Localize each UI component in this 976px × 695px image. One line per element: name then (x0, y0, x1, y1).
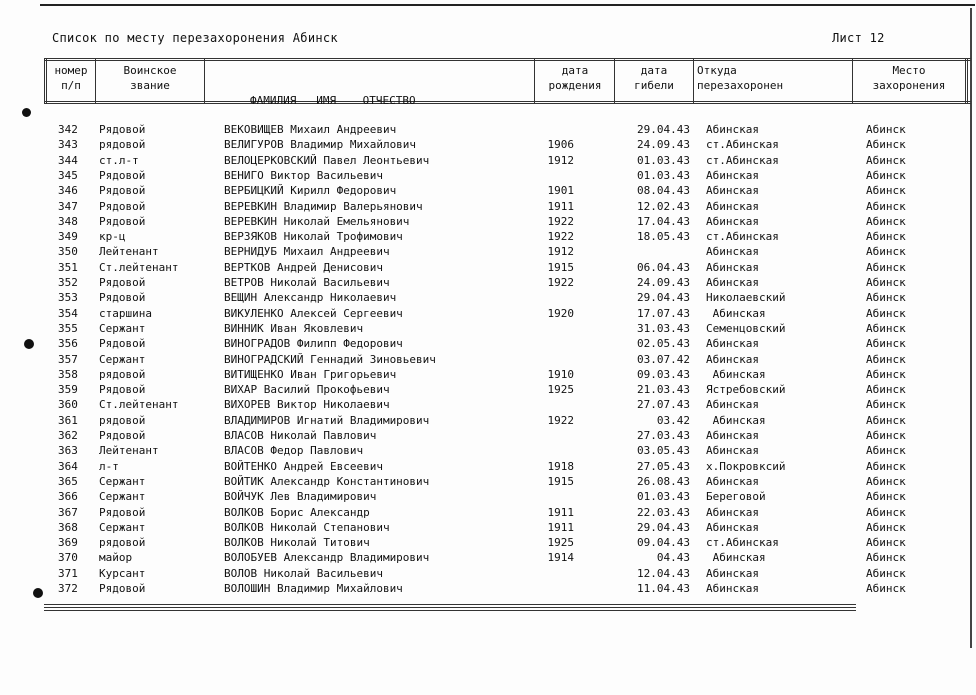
cell-from: Абинская (706, 352, 759, 366)
table-row (0, 214, 976, 229)
cell-birth: 1920 (547, 306, 574, 320)
cell-death: 09.03.43 (637, 367, 690, 381)
header-name: ФАМИЛИЯ ИМЯ ОТЧЕСТВО (250, 94, 416, 107)
cell-death: 17.04.43 (637, 214, 690, 228)
cell-place: Абинск (866, 184, 906, 198)
cell-birth: 1911 (547, 505, 574, 519)
table-row (0, 306, 976, 321)
scan-dot (33, 588, 43, 598)
cell-death: 09.04.43 (637, 536, 690, 550)
cell-birth: 1918 (547, 459, 574, 473)
cell-num: 365 (58, 474, 78, 488)
cell-rank: рядовой (99, 138, 146, 152)
cell-from: Абинская (706, 199, 759, 213)
cell-death: 11.04.43 (637, 582, 690, 595)
table-bottom-border (44, 604, 856, 608)
cell-rank: Лейтенант (99, 444, 159, 458)
cell-from: Абинская (706, 123, 759, 136)
header-place: Место захоронения (872, 64, 946, 92)
cell-num: 343 (58, 138, 78, 152)
table-row (0, 168, 976, 183)
cell-num: 357 (58, 352, 78, 366)
table-row (0, 397, 976, 412)
header-divider (204, 58, 205, 104)
cell-num: 346 (58, 184, 78, 198)
cell-place: Абинск (866, 551, 906, 565)
cell-death: 27.05.43 (637, 459, 690, 473)
cell-place: Абинск (866, 520, 906, 534)
cell-place: Абинск (866, 199, 906, 213)
header-num: номер п/п (54, 64, 88, 92)
table-row (0, 275, 976, 290)
cell-name: ВЕЛОЦЕРКОВСКИЙ Павел Леонтьевич (224, 153, 430, 167)
cell-rank: Сержант (99, 352, 146, 366)
cell-rank: Ст.лейтенант (99, 260, 179, 274)
cell-name: ВЕКОВИЩЕВ Михаил Андреевич (224, 123, 397, 136)
table-row (0, 550, 976, 565)
cell-death: 12.02.43 (637, 199, 690, 213)
header-from: Откуда перезахоронен (697, 64, 784, 92)
cell-name: ВИХОРЕВ Виктор Николаевич (224, 398, 390, 412)
cell-place: Абинск (866, 153, 906, 167)
cell-name: ВИТИЩЕНКО Иван Григорьевич (224, 367, 397, 381)
cell-place: Абинск (866, 582, 906, 595)
cell-name: ВЕНИГО Виктор Васильевич (224, 168, 383, 182)
cell-rank: Рядовой (99, 582, 146, 595)
table-row (0, 443, 976, 458)
cell-from: Абинская (706, 398, 759, 412)
cell-num: 364 (58, 459, 78, 473)
table-row (0, 183, 976, 198)
cell-from: Ястребовский (706, 383, 786, 397)
cell-name: ВЕРТКОВ Андрей Денисович (224, 260, 383, 274)
cell-death: 22.03.43 (637, 505, 690, 519)
cell-death: 24.09.43 (637, 138, 690, 152)
cell-num: 370 (58, 551, 78, 565)
cell-birth: 1922 (547, 214, 574, 228)
cell-rank: старшина (99, 306, 152, 320)
cell-rank: Рядовой (99, 199, 146, 213)
cell-from: Абинская (706, 260, 759, 274)
cell-num: 356 (58, 337, 78, 351)
cell-rank: Сержант (99, 474, 146, 488)
cell-rank: рядовой (99, 367, 146, 381)
table-row (0, 535, 976, 550)
cell-num: 368 (58, 520, 78, 534)
cell-num: 371 (58, 566, 78, 580)
header-divider (852, 58, 853, 104)
cell-place: Абинск (866, 306, 906, 320)
cell-num: 359 (58, 383, 78, 397)
cell-rank: рядовой (99, 413, 146, 427)
cell-from: Береговой (706, 490, 766, 504)
cell-num: 351 (58, 260, 78, 274)
table-row (0, 153, 976, 168)
cell-from: Абинская (706, 276, 759, 289)
cell-num: 354 (58, 306, 78, 320)
cell-num: 342 (58, 123, 78, 136)
cell-place: Абинск (866, 291, 906, 305)
cell-place: Абинск (866, 230, 906, 244)
table-row (0, 489, 976, 504)
table-row (0, 459, 976, 474)
cell-birth: 1912 (547, 245, 574, 259)
table-row (0, 367, 976, 382)
cell-from: Абинская (706, 306, 766, 320)
cell-death: 21.03.43 (637, 383, 690, 397)
cell-place: Абинск (866, 444, 906, 458)
cell-name: ВЛАСОВ Федор Павлович (224, 444, 364, 458)
cell-name: ВОЛОБУЕВ Александр Владимирович (224, 551, 430, 565)
cell-num: 353 (58, 291, 78, 305)
cell-name: ВЕРБИЦКИЙ Кирилл Федорович (224, 184, 397, 198)
cell-death: 06.04.43 (637, 260, 690, 274)
cell-from: Абинская (706, 520, 759, 534)
sheet-number: Лист 12 (832, 31, 885, 45)
table-row (0, 290, 976, 305)
cell-from: Абинская (706, 245, 759, 259)
cell-place: Абинск (866, 138, 906, 152)
cell-name: ВИХАР Василий Прокофьевич (224, 383, 390, 397)
cell-name: ВОЙТЕНКО Андрей Евсеевич (224, 459, 383, 473)
cell-death: 03.05.43 (637, 444, 690, 458)
table-row (0, 321, 976, 336)
cell-place: Абинск (866, 260, 906, 274)
cell-birth: 1915 (547, 474, 574, 488)
cell-place: Абинск (866, 383, 906, 397)
cell-rank: Сержант (99, 520, 146, 534)
cell-name: ВОЛКОВ Борис Александр (224, 505, 370, 519)
cell-name: ВОЛОШИН Владимир Михайлович (224, 582, 403, 595)
cell-name: ВЕРЕВКИН Владимир Валерьянович (224, 199, 423, 213)
table-row (0, 428, 976, 443)
cell-from: Абинская (706, 413, 766, 427)
cell-name: ВЕРНИДУБ Михаил Андреевич (224, 245, 390, 259)
cell-place: Абинск (866, 566, 906, 580)
cell-from: х.Покровксий (706, 459, 786, 473)
cell-name: ВИННИК Иван Яковлевич (224, 321, 364, 335)
cell-place: Абинск (866, 168, 906, 182)
cell-name: ВЛАДИМИРОВ Игнатий Владимирович (224, 413, 430, 427)
cell-num: 360 (58, 398, 78, 412)
cell-birth: 1925 (547, 536, 574, 550)
cell-from: ст.Абинская (706, 230, 779, 244)
cell-death: 24.09.43 (637, 276, 690, 289)
cell-from: Абинская (706, 444, 759, 458)
cell-name: ВИНОГРАДОВ Филипп Федорович (224, 337, 403, 351)
cell-num: 349 (58, 230, 78, 244)
cell-death: 01.03.43 (637, 168, 690, 182)
table-row (0, 505, 976, 520)
header-divider (95, 58, 96, 104)
cell-from: Николаевский (706, 291, 786, 305)
cell-rank: Сержант (99, 321, 146, 335)
cell-num: 348 (58, 214, 78, 228)
cell-place: Абинск (866, 367, 906, 381)
cell-from: Абинская (706, 214, 759, 228)
cell-name: ВИКУЛЕНКО Алексей Сергеевич (224, 306, 403, 320)
cell-place: Абинск (866, 123, 906, 136)
cell-rank: Рядовой (99, 168, 146, 182)
cell-death: 27.03.43 (637, 429, 690, 442)
cell-place: Абинск (866, 429, 906, 442)
table-row (0, 413, 976, 428)
cell-name: ВОЛОВ Николай Васильевич (224, 566, 383, 580)
cell-birth: 1901 (547, 184, 574, 198)
page-top-border (40, 4, 975, 6)
header-divider (44, 58, 47, 104)
table-row (0, 566, 976, 581)
table-row (0, 382, 976, 397)
cell-from: Абинская (706, 582, 759, 595)
cell-from: ст.Абинская (706, 153, 779, 167)
header-birth: дата рождения (548, 64, 602, 92)
cell-rank: Курсант (99, 566, 146, 580)
cell-from: Абинская (706, 184, 759, 198)
table-bottom-border (44, 610, 856, 611)
cell-rank: Лейтенант (99, 245, 159, 259)
cell-birth: 1906 (547, 138, 574, 152)
cell-place: Абинск (866, 505, 906, 519)
cell-num: 350 (58, 245, 78, 259)
cell-from: Абинская (706, 337, 759, 351)
cell-num: 355 (58, 321, 78, 335)
cell-death: 31.03.43 (637, 321, 690, 335)
cell-place: Абинск (866, 214, 906, 228)
cell-death: 01.03.43 (637, 153, 690, 167)
cell-place: Абинск (866, 474, 906, 488)
cell-num: 369 (58, 536, 78, 550)
table-row (0, 199, 976, 214)
cell-birth: 1912 (547, 153, 574, 167)
cell-name: ВОЙЧУК Лев Владимирович (224, 490, 377, 504)
header-divider (693, 58, 694, 104)
cell-death: 02.05.43 (637, 337, 690, 351)
cell-rank: кр-ц (99, 230, 126, 244)
cell-rank: Рядовой (99, 291, 146, 305)
cell-birth: 1925 (547, 383, 574, 397)
cell-birth: 1922 (547, 413, 574, 427)
cell-num: 372 (58, 582, 78, 595)
header-death: дата гибели (634, 64, 674, 92)
cell-rank: Рядовой (99, 214, 146, 228)
cell-rank: Рядовой (99, 337, 146, 351)
cell-death: 29.04.43 (637, 123, 690, 136)
table-row (0, 352, 976, 367)
cell-rank: Рядовой (99, 505, 146, 519)
cell-rank: Рядовой (99, 383, 146, 397)
cell-rank: Ст.лейтенант (99, 398, 179, 412)
table-row (0, 581, 976, 596)
cell-birth: 1910 (547, 367, 574, 381)
cell-death: 27.07.43 (637, 398, 690, 412)
table-row (0, 520, 976, 535)
cell-num: 347 (58, 199, 78, 213)
cell-death: 12.04.43 (637, 566, 690, 580)
cell-name: ВЛАСОВ Николай Павлович (224, 429, 377, 442)
cell-from: Абинская (706, 367, 766, 381)
table-row (0, 137, 976, 152)
cell-from: Абинская (706, 566, 759, 580)
cell-from: Семенцовский (706, 321, 786, 335)
cell-from: ст.Абинская (706, 138, 779, 152)
cell-place: Абинск (866, 490, 906, 504)
cell-from: Абинская (706, 429, 759, 442)
cell-name: ВЕЛИГУРОВ Владимир Михайлович (224, 138, 417, 152)
cell-num: 361 (58, 413, 78, 427)
header-divider (534, 58, 535, 104)
cell-name: ВЕТРОВ Николай Васильевич (224, 276, 390, 289)
cell-num: 352 (58, 276, 78, 289)
cell-place: Абинск (866, 352, 906, 366)
cell-death: 17.07.43 (637, 306, 690, 320)
cell-place: Абинск (866, 398, 906, 412)
table-row (0, 122, 976, 137)
cell-num: 363 (58, 444, 78, 458)
cell-num: 344 (58, 153, 78, 167)
cell-death: 08.04.43 (637, 184, 690, 198)
cell-place: Абинск (866, 459, 906, 473)
cell-rank: рядовой (99, 536, 146, 550)
cell-from: Абинская (706, 551, 766, 565)
cell-num: 367 (58, 505, 78, 519)
cell-name: ВЕРЕВКИН Николай Емельянович (224, 214, 410, 228)
cell-name: ВОЛКОВ Николай Титович (224, 536, 370, 550)
cell-num: 358 (58, 367, 78, 381)
scan-dot (22, 108, 31, 117)
header-divider (965, 58, 968, 104)
cell-from: Абинская (706, 474, 759, 488)
cell-place: Абинск (866, 321, 906, 335)
cell-name: ВИНОГРАДСКИЙ Геннадий Зиновьевич (224, 352, 436, 366)
cell-place: Абинск (866, 413, 906, 427)
cell-place: Абинск (866, 536, 906, 550)
cell-num: 362 (58, 429, 78, 442)
cell-death: 04.43 (656, 551, 690, 565)
cell-birth: 1914 (547, 551, 574, 565)
cell-death: 29.04.43 (637, 520, 690, 534)
cell-birth: 1911 (547, 199, 574, 213)
table-row (0, 244, 976, 259)
cell-rank: ст.л-т (99, 153, 139, 167)
cell-death: 29.04.43 (637, 291, 690, 305)
header-rank: Воинское звание (123, 64, 177, 92)
cell-rank: майор (99, 551, 133, 565)
cell-name: ВЕРЗЯКОВ Николай Трофимович (224, 230, 403, 244)
cell-rank: Рядовой (99, 429, 146, 442)
cell-birth: 1911 (547, 520, 574, 534)
cell-death: 03.42 (656, 413, 690, 427)
cell-num: 366 (58, 490, 78, 504)
cell-rank: Рядовой (99, 184, 146, 198)
cell-birth: 1915 (547, 260, 574, 274)
cell-from: ст.Абинская (706, 536, 779, 550)
cell-from: Абинская (706, 168, 759, 182)
cell-death: 03.07.42 (637, 352, 690, 366)
table-row (0, 260, 976, 275)
cell-rank: Рядовой (99, 123, 146, 136)
cell-name: ВОЛКОВ Николай Степанович (224, 520, 390, 534)
cell-place: Абинск (866, 337, 906, 351)
cell-place: Абинск (866, 276, 906, 289)
cell-death: 26.08.43 (637, 474, 690, 488)
cell-death: 18.05.43 (637, 230, 690, 244)
cell-place: Абинск (866, 245, 906, 259)
cell-death: 01.03.43 (637, 490, 690, 504)
table-row (0, 336, 976, 351)
cell-num: 345 (58, 168, 78, 182)
header-divider (614, 58, 615, 104)
cell-rank: Сержант (99, 490, 146, 504)
table-row (0, 229, 976, 244)
cell-rank: л-т (99, 459, 119, 473)
cell-birth: 1922 (547, 276, 574, 289)
cell-rank: Рядовой (99, 276, 146, 289)
scan-dot (24, 339, 34, 349)
table-row (0, 474, 976, 489)
cell-from: Абинская (706, 505, 759, 519)
cell-name: ВЕЩИН Александр Николаевич (224, 291, 397, 305)
cell-name: ВОЙТИК Александр Константинович (224, 474, 430, 488)
cell-birth: 1922 (547, 230, 574, 244)
document-title: Список по месту перезахоронения Абинск (52, 31, 338, 45)
